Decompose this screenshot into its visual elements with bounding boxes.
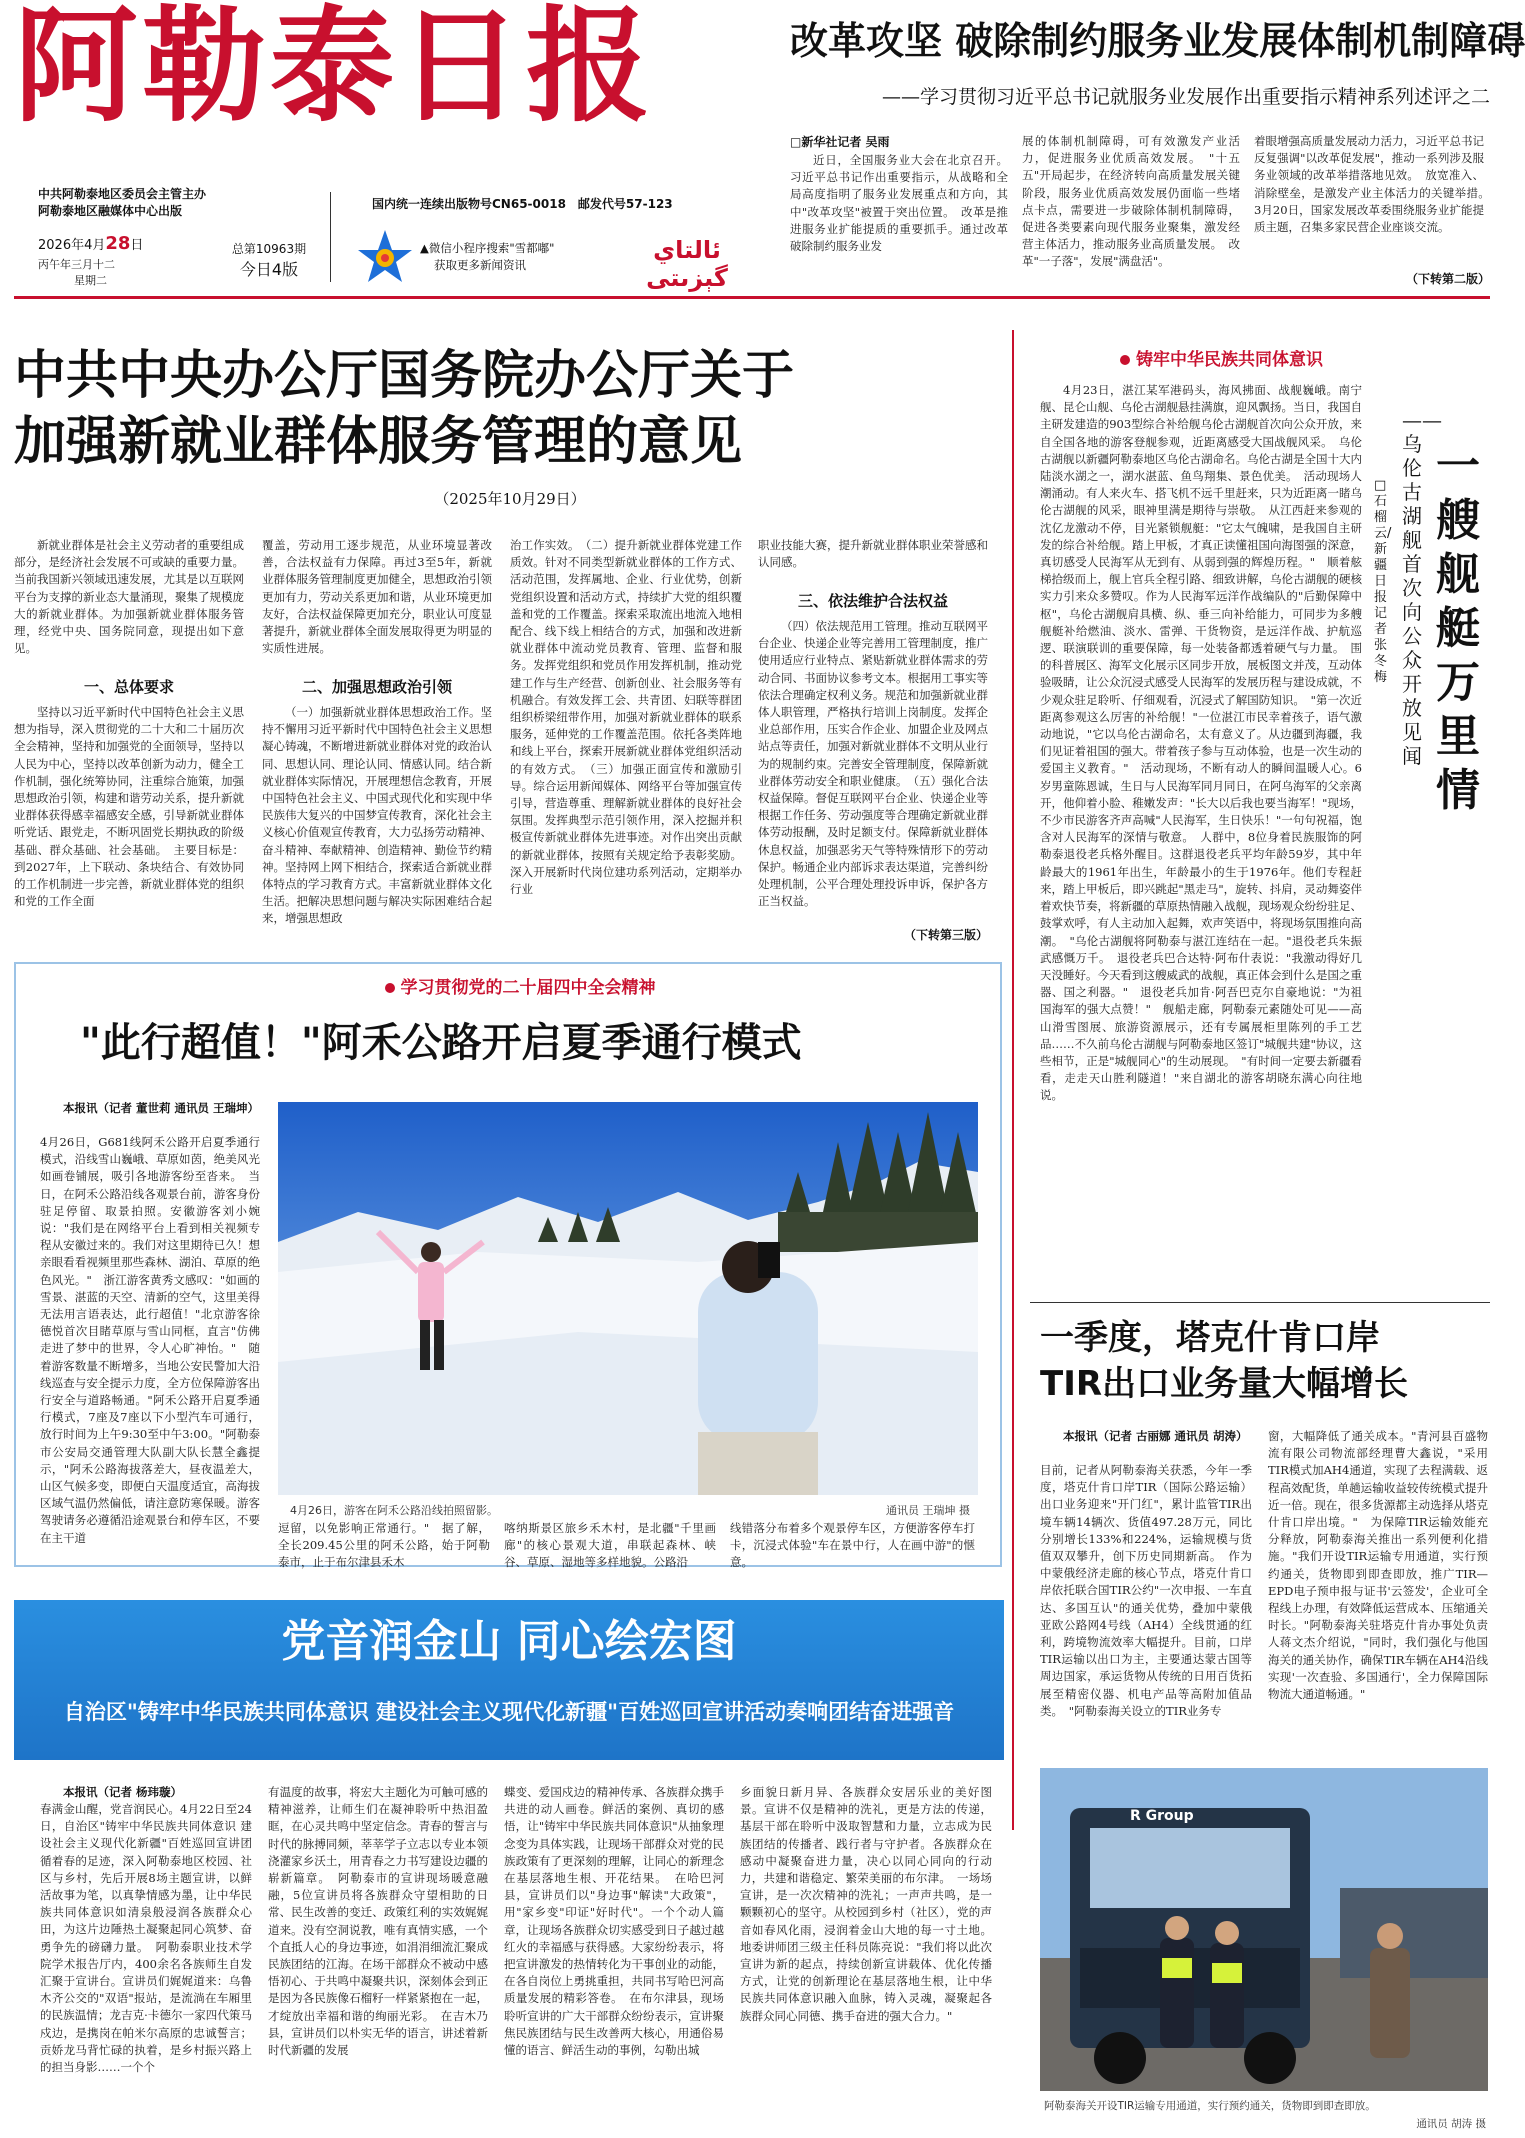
- main-headline-line1: 中共中央办公厅国务院办公厅关于: [14, 346, 795, 406]
- main-section2-body: （一）加强新就业群体思想政治工作。坚持不懈用习近平新时代中国特色社会主义思想凝心铸魂，不断增进新就业群体对党的政治认同、思想认同、理论认同、情感认同。结合新就业群体实际情况，开展理想信念教育，开展中国特色社会主义、中国式现代化和实现中华民族伟大复兴的中国梦宣传教育，深化社会主义核心价值观宣传教育，大力弘扬劳动精神、奋斗精神、奉献精神、创造精神、勤俭节约精神。坚持网上网下相结合，探索适合新就业群体特点的学习教育方式。丰富新就业群体文化生活。把解决思想问题与解决实际困难结合起来，增强思想政: [262, 705, 492, 926]
- party-col4: 乡面貌日新月异、各族群众安居乐业的美好图景。宣讲不仅是精神的洗礼，更是方法的传递，基层干部在聆听中汲取智慧和力量，立志成为民族团结的传播者、践行者与守护者。各族群众在感动中凝聚奋进力量，决心以同心同向的行动力，共建和谐稳定、繁荣美丽的布尔津。 一场场宣讲，是一次次精神的洗礼；一声声共鸣，是一颗颗初心的坚守。从校园到乡村（社区），党的声音如春风化雨，浸润着金山大地的每一寸土地。地委讲师团三级主任科员陈亮说："我们将以此次宣讲为新的起点，持续创新宣讲载体、优化传播方式，让党的创新理论在基层落地生根，让中华民族共同体意识融入血脉，铸入灵魂，凝聚起各族群众同心同德、携手奋进的强大合力。": [740, 1785, 992, 2023]
- uyghur-title: ئالتاي گېزىتى: [646, 236, 728, 292]
- road-col4: 线错落分布着多个观景停车区，方便游客停车打卡，沉浸式体验"车在景中行，人在画中游"的惬意。: [730, 1521, 975, 1570]
- party-byline: 本报讯（记者 杨玮璇）: [63, 1785, 183, 1799]
- warship-subhead: ——乌伦古湖舰首次向公众开放见闻: [1402, 408, 1442, 768]
- main-headline-line2: 加强新就业群体服务管理的意见: [14, 412, 743, 472]
- sponsor-line-2: 阿勒泰地区融媒体中心出版: [38, 204, 183, 218]
- main-section3-title: 三、依法维护合法权益: [797, 592, 948, 610]
- logo-emblem: [356, 228, 414, 286]
- tourist-figure-right: [698, 1241, 818, 1495]
- main-section1-title: 一、总体要求: [83, 678, 174, 696]
- snow-landscape-image: [278, 1102, 978, 1495]
- issue-number: 总第10963期: [231, 242, 307, 256]
- main-col2-top: 覆盖，劳动用工逐步规范，从业环境显著改善，合法权益有力保障。再过3至5年，新就业群体服务管理制度更加健全，思想政治引领更加有力，劳动关系更加和谐，从业环境更加友好，合法权益保障更加充分，职业认可度显著提升，新就业群体全面发展取得更为明显的实质性进展。: [262, 538, 492, 656]
- miniprogram-line-2: 获取更多新闻资讯: [434, 258, 526, 272]
- truck-customs-image: [1040, 1768, 1488, 2091]
- date-prefix: 2026年4月: [38, 238, 106, 253]
- main-continue: （下转第三版）: [903, 928, 988, 942]
- issue-info: [214, 240, 324, 280]
- main-section1-body: 坚持以习近平新时代中国特色社会主义思想为指导，深入贯彻党的二十大和二十届历次全会精神，坚持和加强党的全面领导，坚持以人民为中心，坚持以改革创新为动力，健全工作机制，强化统筹协同，注重综合施策，加强思想政治引领，构建和谐劳动关系，提升新就业群体获得感幸福感安全感，引导新就业群体听党话、跟党走，不断巩固党长期执政的阶级基础、群众基础、社会基础。 主要目标是：到2027年，上下联动、条块结合、有效协同的工作机制进一步完善，新就业群体党的组织和党的工作全面: [14, 705, 244, 909]
- tir-photo-caption: 阿勒泰海关开设TIR运输专用通道，实行预约通关，货物即到即查即放。: [1044, 2100, 1376, 2112]
- main-section2-title: 二、加强思想政治引领: [301, 678, 452, 696]
- masthead-title: 阿勒泰日报: [14, 0, 655, 139]
- party-col2: 有温度的故事，将宏大主题化为可触可感的精神滋养，让师生们在凝神聆听中热泪盈眶，在心灵共鸣中坚定信念。青春的誓言与时代的脉搏同频，莘莘学子立志以专业本领浇灌家乡沃土，用青春之力书写建设边疆的崭新篇章。 阿勒泰市的宣讲现场暖意融融，5位宣讲员将各族群众守望相助的日常、民生改善的变迁、政策红利的实效娓娓道来。没有空洞说教，唯有真情实感，一个个直抵人心的身边事迹，如涓涓细流汇聚成民族团结的江海。在场干部群众不被动中感悟初心、于共鸣中凝聚共识，深刻体会到正是因为各民族像石榴籽一样紧紧抱在一起，才绽放出幸福和谐的绚丽光彩。 在吉木乃县，宣讲员们以朴实无华的语言，讲述着新时代新疆的发展: [268, 1785, 488, 2058]
- masthead-sponsor: [38, 186, 298, 220]
- sponsor-line-1: 中共阿勒泰地区委员会主管主办: [38, 187, 207, 201]
- truck-brand-text: R Group: [1130, 1808, 1194, 1824]
- masthead-divider: [330, 192, 331, 282]
- road-section-tag: [310, 973, 730, 998]
- road-byline: 本报讯（记者 董世莉 通讯员 王瑞坤）: [63, 1101, 260, 1115]
- party-col1: 春满金山醒，党音润民心。4月22日至24日，自治区"铸牢中华民族共同体意识 建设社会主义现代化新疆"百姓巡回宣讲团循着春的足迹，深入阿勒泰地区校园、社区与乡村，先后开展8场主题宣讲，以鲜活故事为笔，以真挚情感为墨，让中华民族共同体意识如清泉般浸润各族群众心田，为这片边陲热土凝聚起同心筑梦、奋勇争先的磅礴力量。 阿勒泰职业技术学院学术报告厅内，400余名各族师生自发汇聚于宣讲台。宣讲员们娓娓道来：乌鲁木齐公交的"双语"报站，是流淌在车厢里的民族温情；龙吉克·卡德尔一家四代策马戍边，是携岗在帕米尔高原的忠诚誓言；贡娇龙马背忙碌的执着，是乡村振兴路上的担当身影……一个个: [40, 1802, 252, 2075]
- road-photo: [278, 1102, 978, 1495]
- top-article-col2: 展的体制机制障碍，可有效激发产业活力，促进服务业优质高效发展。 "十五五"开局起步，在经济转向高质量发展关键阶段，服务业优质高效发展仍面临一些堵点卡点，需要进一步破除体制机制障碍，促进各类要素向现代服务业聚集，激发经营主体活力，推动服务业高质量发展。 改革"一子落"，发展"满盘活"。: [1022, 134, 1240, 269]
- main-date: （2025年10月29日）: [434, 490, 586, 508]
- right-section-tag-label: 铸牢中华民族共同体意识: [1136, 350, 1323, 370]
- tir-col1: 目前，记者从阿勒泰海关获悉，今年一季度，塔克什肯口岸TIR（国际公路运输）出口业务迎来"开门红"，累计监管TIR出境车辆14辆次、货值497.28万元，同比分别增长133%和224%，运输规模与货值双双攀升，创下历史同期新高。 作为中蒙俄经济走廊的核心节点，塔克什肯口岸依托联合国TIR公约"一次申报、一车直达、多国互认"的通关优势，叠加中蒙俄亚欧公路网4号线（AH4）全线贯通的红利，跨境物流效率大幅提升。目前，口岸TIR运输以出口为主，主要通达蒙古国等周边国家，承运货物从传统的日用百货拓展至精密仪器、机电产品等高附加值品类。 "阿勒泰海关设立的TIR业务专: [1040, 1463, 1252, 1718]
- date-day: 28: [105, 233, 131, 254]
- tir-headline-line2: TIR出口业务量大幅增长: [1040, 1364, 1409, 1404]
- top-article-headline: 改革攻坚 破除制约服务业发展体制机制障碍: [790, 19, 1525, 63]
- road-col1: 4月26日，G681线阿禾公路开启夏季通行模式，沿线雪山巍峨、草原如茵，绝美风光如画卷铺展，吸引各地游客纷至沓来。 当日，在阿禾公路沿线各观景台前，游客身份驻足停留、取景拍照。安徽游客刘小婉说："我们是在网络平台上看到相关视频专程从安徽过来的。我们对这里期待已久！想亲眼看看视频里那些森林、湖泊、草原的绝色风光。" 浙江游客黄秀文感叹："如画的雪景、湛蓝的天空、清新的空气，这里美得无法用言语表达，此行超值！"北京游客徐德悦首次目睹草原与雪山同框，直言"仿佛走进了梦中的世界，令人心旷神怡。" 随着游客数量不断增多，当地公安民警加大沿线巡查与安全提示力度，全方位保障游客出行安全与道路畅通。"阿禾公路开启夏季通行模式，7座及7座以下小型汽车可通行，放行时间为上午9:30至中午3:00。"阿勒泰市公安局交通管理大队副大队长慧全鑫提示，"阿禾公路海拔落差大，昼夜温差大，山区气候多变，即便白天温度适宜，高海拔区域气温仍然偏低，请注意防寒保暖。游客驾驶请务必遵循沿途观景台和停车区，不要在主干道: [40, 1135, 260, 1545]
- party-banner-subtitle: 自治区"铸牢中华民族共同体意识 建设社会主义现代化新疆"百姓巡回宣讲活动奏响团结奋进强音: [63, 1700, 955, 1724]
- road-col2: 逗留，以免影响正常通行。" 据了解，全长209.45公里的阿禾公路，始于阿勒泰市，止于布尔津县禾木: [278, 1521, 490, 1570]
- red-dot-icon-2: [385, 983, 395, 993]
- tir-col2: 窗，大幅降低了通关成本。"青河县百盛物流有限公司物流部经理曹大鑫说，"采用TIR模式加AH4通道，实现了去程满载、返程高效配货，单趟运输收益较传统模式提升近一倍。现在，很多货源都主动选择从塔克什肯口岸出境。" 为保障TIR运输效能充分释放，阿勒泰海关推出一系列便利化措施。"我们开设TIR运输专用通道，实行预约通关，货物即到即查即放，推广TIR—EPD电子预申报与证书'云签发'，企业可全程线上办理，有效降低运营成本、压缩通关时长。"阿勒泰海关驻塔克什肯办事处负责人蒋文杰介绍说，"同时，我们强化与他国海关的通关协作，确保TIR车辆在AH4沿线实现'一次查验、多国通行'，全力保障国际物流大通道畅通。": [1268, 1429, 1488, 1702]
- road-photo-credit: 通讯员 王瑞坤 摄: [886, 1504, 970, 1517]
- weekday: 星期二: [74, 274, 107, 287]
- road-section-tag-label: 学习贯彻党的二十届四中全会精神: [400, 978, 656, 998]
- miniprogram-line-1: ▲微信小程序搜索"雪都嘟": [420, 241, 555, 255]
- party-col3: 蝶变、爱国戍边的精神传承、各族群众携手共进的动人画卷。鲜活的案例、真切的感悟，让"铸牢中华民族共同体意识"从抽象理念变为具体实践，让现场干部群众对党的民族政策有了更深刻的理解，让同心的新理念在基层落地生根、开花结果。 在哈巴河县，宣讲员们以"身边事"解读"大政策"，用"家乡变"印证"好时代"。一个个动人篇章，让现场各族群众切实感受到日子越过越红火的幸福感与获得感。大家纷纷表示，将把宣讲激发的热情转化为干事创业的动能，在各自岗位上勇挑重担，共同书写哈巴河高质量发展的精彩答卷。 在布尔津县，现场聆听宣讲的广大干部群众纷纷表示，宣讲聚焦民族团结与民生改善两大核心，用通俗易懂的语言、鲜活生动的事例，勾勒出城: [504, 1785, 724, 2058]
- road-col3: 喀纳斯景区旅乡禾木村，是北疆"千里画廊"的核心景观大道，串联起森林、峡谷、草原、湿地等多样地貌。公路沿: [504, 1521, 716, 1570]
- top-article-byline: □新华社记者 吴雨: [790, 135, 890, 149]
- top-article-subhead: ——学习贯彻习近平总书记就服务业发展作出重要指示精神系列述评之二: [881, 86, 1490, 108]
- road-photo-caption: 4月26日，游客在阿禾公路沿线拍照留影。: [290, 1504, 498, 1517]
- date-suffix: 日: [130, 238, 144, 253]
- red-dot-icon: [1120, 355, 1130, 365]
- cn-code: 国内统一连续出版物号CN65-0018 邮发代号57-123: [372, 197, 673, 211]
- tir-photo-credit: 通讯员 胡涛 摄: [1416, 2118, 1486, 2130]
- top-article-col1: 近日，全国服务业大会在北京召开。习近平总书记作出重要指示，从战略和全局高度指明了服务业发展重点和方向，其中"改革攻坚"被置于突出位置。 改革是推进服务业扩能提质的重要抓手。通过改革破除制约服务业发: [790, 153, 1008, 254]
- tir-byline: 本报讯（记者 古丽娜 通讯员 胡涛）: [1063, 1429, 1248, 1443]
- main-col3: 治工作实效。 （二）提升新就业群体党建工作质效。针对不同类型新就业群体的工作方式、活动范围，发挥属地、企业、行业优势，创新党组织设置和活动方式，持续扩大党的组织覆盖和党的工作覆盖。探索采取流出地流入地相配合、线下线上相结合的方式，加强和改进新就业群体中流动党员教育、管理、监督和服务。发挥党组织和党员作用发挥机制，推动党建工作与生产经营、创新创业、社会服务等有机融合。有效发挥工会、共青团、妇联等群团组织桥梁纽带作用，加强对新就业群体的联系服务，延伸党的工作覆盖范围。依托各类阵地和线上平台，探索开展新就业群体党组织活动的有效方式。 （三）加强正面宣传和激励引导。综合运用新闻媒体、网络平台等加强宣传引导，营造尊重、理解新就业群体的良好社会氛围。发挥典型示范引领作用，深入挖掘并积极宣传新就业群体先进事迹。对作出突出贡献的新就业群体，按照有关规定给予表彰奖励。深入开展新时代岗位建功系列活动，定期举办行业: [510, 538, 742, 897]
- road-headline: "此行超值！"阿禾公路开启夏季通行模式: [80, 1020, 802, 1066]
- tir-photo: [1040, 1768, 1488, 2091]
- right-bottom-divider: [1030, 1302, 1490, 1303]
- party-banner-title: 党音润金山 同心绘宏图: [281, 1616, 737, 1667]
- main-section3-body: （四）依法规范用工管理。推动互联网平台企业、快递企业等完善用工管理制度，推广使用适应行业特点、紧贴新就业群体需求的劳动合同、书面协议参考文本。根据用工事实等依法合理确定权利义务。规范和加强新就业群体人职管理，严格执行培训上岗制度。发挥企业总部作用，压实合作企业、加盟企业及网点站点等责任，加强对新就业群体不文明从业行为的规制约束。完善安全管理制度，保障新就业群体劳动安全和职业健康。 （五）强化合法权益保障。督促互联网平台企业、快递企业等根据工作任务、劳动强度等合理确定新就业群体劳动报酬，及时足额支付。保障新就业群体休息权益，加强恶劣天气等特殊情形下的劳动保护。畅通企业内部诉求表达渠道，完善纠纷处理机制，公平合理处理投诉申诉，保护各方正当权益。: [758, 619, 988, 909]
- main-col4-top: 职业技能大赛，提升新就业群体职业荣誉感和认同感。: [758, 538, 988, 570]
- party-banner: [14, 1600, 1004, 1760]
- lunar-date: 丙午年三月十二: [38, 258, 115, 271]
- top-divider: [14, 296, 1490, 299]
- right-column-divider: [1012, 330, 1014, 1830]
- page-count: 今日4版: [239, 260, 299, 279]
- warship-headline: 一艘舰艇万里情: [1436, 441, 1480, 816]
- top-article-continue: （下转第二版）: [1405, 272, 1490, 286]
- tir-headline-line1: 一季度，塔克什肯口岸: [1040, 1318, 1380, 1358]
- right-section-tag: [1120, 345, 1420, 370]
- warship-body: 4月23日，湛江某军港码头，海风拂面、战舰巍峨。南宁舰、昆仑山舰、乌伦古湖舰悬挂满旗，迎风飘扬。当日，我国自主研发建造的903型综合补给舰乌伦古湖舰首次向公众开放，来自全国各地的游客登舰参观，近距离感受大国战舰风采。 乌伦古湖舰以新疆阿勒泰地区乌伦古湖命名。乌伦古湖是全国十大内陆淡水湖之一，湖水湛蓝、鱼鸟翔集、景色优美。 活动现场人潮涌动。有人来火车、搭飞机不远千里赶来，只为近距离一睹乌伦古湖舰的风采，眼神里满是期待与崇敬。 从江西赶来参观的沈亿龙激动不停，目光紧锁舰艇："它太气魄啸，是我国自主研发的综合补给舰。踏上甲板，才真正读懂祖国向海图强的深意，真切感受人民海军从无到有、从弱到强的辉煌历程。" 顺着舷梯拾级而上，舰上官兵全程引路、细致讲解，乌伦古湖舰的硬核实力引来众多赞叹。作为人民海军远洋作战编队的"后勤保障中枢"，乌伦古湖舰肩具横、纵、垂三向补给能力，可同步为多艘舰艇补给燃油、淡水、雷弹、干货物资，是远洋作战、护航巡逻、联演联训的重要保障，每一处装备都透着硬气与力量。 围的科普展区、海军文化展示区同步开放，展板图文并茂，互动体验吸睛，让公众沉浸式感受人民海军的发展历程与建设成就，不少观众驻足聆听、仔细观看，沉浸式了解国防知识。 "第一次近距离参观这么厉害的补给舰！"一位湛江市民幸着孩子，语气激动地说，"它以乌伦古湖命名，太有意义了。从边疆到海疆，我们见证着祖国的强大。带着孩子参与互动体验，也是一次生动的爱国主义教育。" 活动现场，不断有动人的瞬间温暖人心。6岁男童陈恩诚，生日与人民海军同月同日，在阿乌海军的父亲离开，他仰着小脸、稚嫩发声："长大以后我也要当海军！"现场，不少市民游客齐声高喊"人民海军，生日快乐！"一句句祝福，饱含对人民海军的深情与敬意。 人群中，8位身着民族服饰的阿勒泰退役老兵格外醒目。这群退役老兵平均年龄59岁，其中年龄最大的1961年出生，年龄最小的生于1976年。他们专程赶来，踏上甲板后，即兴跳起"黑走马"，旋转、抖肩，灵动舞姿伴着欢快节奏，将新疆的草原热情融入战舰，现场观众纷纷驻足、鼓掌欢呼，有人主动加入起舞，欢声笑语中，将现场氛围推向高潮。 "乌伦古湖舰将阿勒泰与湛江连结在一起。"退役老兵朱振武感慨万千。 退役老兵巴合达特·阿布什表说："我激动得好几天没睡好。今天看到这艘威武的战舰，真正体会到什么是国之重器、国之利器。" 退役老兵加肯·阿吾巴克尔自豪地说："为祖国海军的强大点赞！" 舰船走廊，阿勒泰元素随处可见——高山滑雪图展、旅游资源展示，还有专属展柜里陈列的手工艺品……不久前乌伦古湖舰与阿勒泰地区签订"城舰共建"协议，这些相节，正是"城舰同心"的生动展现。 "有时间一定要去新疆看看，走走天山胜利隧道！"来自湖北的游客胡晓东满心向往地说。: [1040, 383, 1362, 1103]
- masthead-date: [38, 233, 218, 288]
- top-article-col3: 着眼增强高质量发展动力活力，习近平总书记反复强调"以改革促发展"，推动一系列涉及服务业领域的改革举措落地见效。 放宽准入、消除壁垒，是激发产业主体活力的关键举措。 3月20日，国家发展改革委围绕服务业扩能提质主题，召集多家民营企业座谈交流。: [1254, 134, 1496, 235]
- warship-byline: □石榴云/新疆日报记者 张冬梅: [1374, 478, 1392, 685]
- miniprogram-note: [420, 240, 600, 274]
- main-intro: 新就业群体是社会主义劳动者的重要组成部分，是经济社会发展不可或缺的重要力量。当前我国新兴领域迅速发展，尤其是以互联网平台为支撑的新业态大量涌现，聚集了规模庞大的新就业群体。为加强新就业群体服务管理，经党中央、国务院同意，现提出如下意见。: [14, 538, 244, 656]
